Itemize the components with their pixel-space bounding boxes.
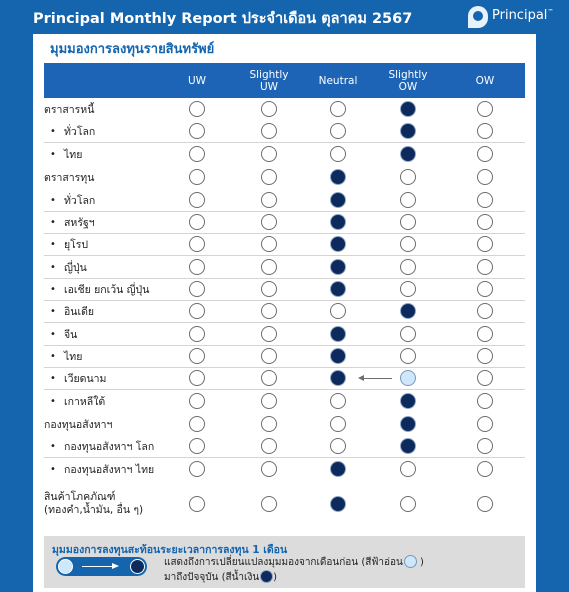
empty-dot xyxy=(400,214,416,230)
empty-dot xyxy=(261,169,277,185)
empty-dot xyxy=(189,259,205,275)
empty-dot xyxy=(261,496,277,512)
empty-dot xyxy=(477,370,493,386)
logo-trademark: ™ xyxy=(547,8,554,16)
table-header-row xyxy=(44,63,525,98)
table-row xyxy=(44,120,525,142)
legend-light-dot-icon xyxy=(404,555,417,568)
selected-position-dot xyxy=(330,281,346,297)
empty-dot xyxy=(400,326,416,342)
selected-position-dot xyxy=(330,259,346,275)
bullet-icon: • xyxy=(50,148,56,160)
bullet-icon: • xyxy=(50,350,56,362)
empty-dot xyxy=(261,416,277,432)
row-label: ยุโรป xyxy=(64,238,89,251)
empty-dot xyxy=(477,236,493,252)
empty-dot xyxy=(477,101,493,117)
empty-dot xyxy=(477,303,493,319)
column-header: Neutral xyxy=(318,74,358,87)
empty-dot xyxy=(261,461,277,477)
empty-dot xyxy=(261,370,277,386)
empty-dot xyxy=(477,416,493,432)
empty-dot xyxy=(189,214,205,230)
bullet-icon: • xyxy=(50,238,56,250)
empty-dot xyxy=(189,416,205,432)
category-label: ตราสารหนี้ xyxy=(44,103,95,116)
empty-dot xyxy=(261,281,277,297)
logo-text: Principal xyxy=(492,8,548,23)
empty-dot xyxy=(330,416,346,432)
empty-dot xyxy=(261,393,277,409)
empty-dot xyxy=(189,370,205,386)
empty-dot xyxy=(261,236,277,252)
empty-dot xyxy=(477,146,493,162)
bullet-icon: • xyxy=(50,125,56,137)
column-header: Slightly UW xyxy=(249,68,289,93)
empty-dot xyxy=(400,259,416,275)
row-label: ทั่วโลก xyxy=(64,125,96,138)
row-label: กองทุนอสังหาฯ ไทย xyxy=(64,463,155,476)
empty-dot xyxy=(330,303,346,319)
empty-dot xyxy=(189,236,205,252)
row-label: จีน xyxy=(64,328,78,341)
row-label: สหรัฐฯ xyxy=(64,216,95,229)
selected-position-dot xyxy=(330,496,346,512)
report-title: Principal Monthly Report ประจำเดือน ตุลาคม 2567 xyxy=(33,11,413,27)
category-row xyxy=(44,413,525,435)
empty-dot xyxy=(400,461,416,477)
empty-dot xyxy=(477,259,493,275)
category-row xyxy=(44,166,525,188)
empty-dot xyxy=(400,348,416,364)
row-label: เกาหลีใต้ xyxy=(64,395,106,408)
table-row xyxy=(44,345,525,367)
principal-logo-icon xyxy=(468,6,488,28)
legend-line-2: มาถึงปัจจุบัน (สีน้ำเงิน xyxy=(164,572,260,583)
table-row xyxy=(44,189,525,211)
empty-dot xyxy=(261,146,277,162)
selected-position-dot xyxy=(330,236,346,252)
empty-dot xyxy=(477,496,493,512)
category-label: กองทุนอสังหาฯ xyxy=(44,418,113,431)
empty-dot xyxy=(400,169,416,185)
empty-dot xyxy=(189,461,205,477)
legend-current-dot xyxy=(130,559,145,574)
empty-dot xyxy=(477,348,493,364)
legend-change-indicator xyxy=(56,557,147,576)
empty-dot xyxy=(189,169,205,185)
empty-dot xyxy=(261,348,277,364)
selected-position-dot xyxy=(400,303,416,319)
column-header: Slightly OW xyxy=(388,68,428,93)
empty-dot xyxy=(477,393,493,409)
selected-position-dot xyxy=(400,393,416,409)
empty-dot xyxy=(189,101,205,117)
selected-position-dot xyxy=(400,416,416,432)
table-row xyxy=(44,435,525,457)
legend-box: มุมมองการลงทุนสะท้อนระยะเวลาการลงทุน 1 เดือน แสดงถึงการเปลี่ยนแปลงมุมมองจากเดือนก่อน (สีฟ้าอ่อน ) มาถึงปัจจุบัน (สีน้ำเงิน ) xyxy=(44,536,525,588)
previous-position-dot xyxy=(400,370,416,386)
content-panel xyxy=(33,34,536,592)
empty-dot xyxy=(477,192,493,208)
row-label: ญี่ปุ่น xyxy=(64,261,87,274)
row-label: เอเชีย ยกเว้น ญี่ปุ่น xyxy=(64,283,150,296)
column-header: UW xyxy=(187,74,207,87)
table-row xyxy=(44,233,525,255)
empty-dot xyxy=(261,438,277,454)
table-row xyxy=(44,143,525,165)
row-label: เวียดนาม xyxy=(64,372,107,385)
table-row xyxy=(44,367,525,389)
bullet-icon: • xyxy=(50,440,56,452)
empty-dot xyxy=(189,438,205,454)
legend-dark-dot-icon xyxy=(260,570,273,583)
empty-dot xyxy=(400,192,416,208)
empty-dot xyxy=(261,326,277,342)
empty-dot xyxy=(261,214,277,230)
empty-dot xyxy=(477,326,493,342)
row-label: กองทุนอสังหาฯ โลก xyxy=(64,440,155,453)
empty-dot xyxy=(189,281,205,297)
selected-position-dot xyxy=(400,101,416,117)
row-label: ทั่วโลก xyxy=(64,194,96,207)
empty-dot xyxy=(477,214,493,230)
selected-position-dot xyxy=(330,370,346,386)
table-row xyxy=(44,300,525,322)
category-row xyxy=(44,486,525,522)
category-label: สินค้าโภคภัณฑ์ (ทองคำ,น้ำมัน, อื่น ๆ) xyxy=(44,491,144,516)
report-header xyxy=(0,0,569,34)
selected-position-dot xyxy=(400,123,416,139)
empty-dot xyxy=(189,348,205,364)
empty-dot xyxy=(477,169,493,185)
legend-line-1: แสดงถึงการเปลี่ยนแปลงมุมมองจากเดือนก่อน (สีฟ้าอ่อน xyxy=(164,557,403,568)
selected-position-dot xyxy=(330,192,346,208)
empty-dot xyxy=(477,123,493,139)
bullet-icon: • xyxy=(50,463,56,475)
selected-position-dot xyxy=(330,169,346,185)
empty-dot xyxy=(330,146,346,162)
empty-dot xyxy=(189,393,205,409)
selected-position-dot xyxy=(330,326,346,342)
row-label: อินเดีย xyxy=(64,305,95,318)
category-row xyxy=(44,98,525,120)
selected-position-dot xyxy=(330,348,346,364)
empty-dot xyxy=(189,496,205,512)
empty-dot xyxy=(477,281,493,297)
category-label: ตราสารทุน xyxy=(44,171,95,184)
empty-dot xyxy=(261,259,277,275)
table-row xyxy=(44,458,525,480)
empty-dot xyxy=(330,393,346,409)
legend-previous-dot xyxy=(58,559,73,574)
empty-dot xyxy=(400,281,416,297)
arrow-left-icon xyxy=(358,375,364,381)
legend-arrow-line xyxy=(82,566,112,567)
bullet-icon: • xyxy=(50,372,56,384)
bullet-icon: • xyxy=(50,216,56,228)
empty-dot xyxy=(261,123,277,139)
empty-dot xyxy=(189,123,205,139)
empty-dot xyxy=(189,192,205,208)
empty-dot xyxy=(189,326,205,342)
empty-dot xyxy=(330,438,346,454)
empty-dot xyxy=(261,192,277,208)
selected-position-dot xyxy=(400,146,416,162)
table-row xyxy=(44,390,525,412)
bullet-icon: • xyxy=(50,305,56,317)
bullet-icon: • xyxy=(50,283,56,295)
table-row xyxy=(44,211,525,233)
empty-dot xyxy=(261,303,277,319)
empty-dot xyxy=(189,146,205,162)
legend-arrow-icon xyxy=(112,563,119,569)
column-header: OW xyxy=(475,74,495,87)
empty-dot xyxy=(330,101,346,117)
selected-position-dot xyxy=(330,214,346,230)
legend-title: มุมมองการลงทุนสะท้อนระยะเวลาการลงทุน 1 เดือน xyxy=(52,544,288,556)
selected-position-dot xyxy=(400,438,416,454)
bullet-icon: • xyxy=(50,328,56,340)
empty-dot xyxy=(400,236,416,252)
empty-dot xyxy=(261,101,277,117)
bullet-icon: • xyxy=(50,395,56,407)
empty-dot xyxy=(400,496,416,512)
empty-dot xyxy=(477,461,493,477)
bullet-icon: • xyxy=(50,194,56,206)
empty-dot xyxy=(477,438,493,454)
row-label: ไทย xyxy=(64,148,83,161)
selected-position-dot xyxy=(330,461,346,477)
change-arrow-line xyxy=(363,378,392,379)
empty-dot xyxy=(189,303,205,319)
section-subtitle: มุมมองการลงทุนรายสินทรัพย์ xyxy=(50,42,215,57)
table-row xyxy=(44,278,525,300)
table-row xyxy=(44,256,525,278)
table-row xyxy=(44,323,525,345)
row-label: ไทย xyxy=(64,350,83,363)
bullet-icon: • xyxy=(50,261,56,273)
empty-dot xyxy=(330,123,346,139)
legend-line-1-end: ) xyxy=(416,557,424,568)
